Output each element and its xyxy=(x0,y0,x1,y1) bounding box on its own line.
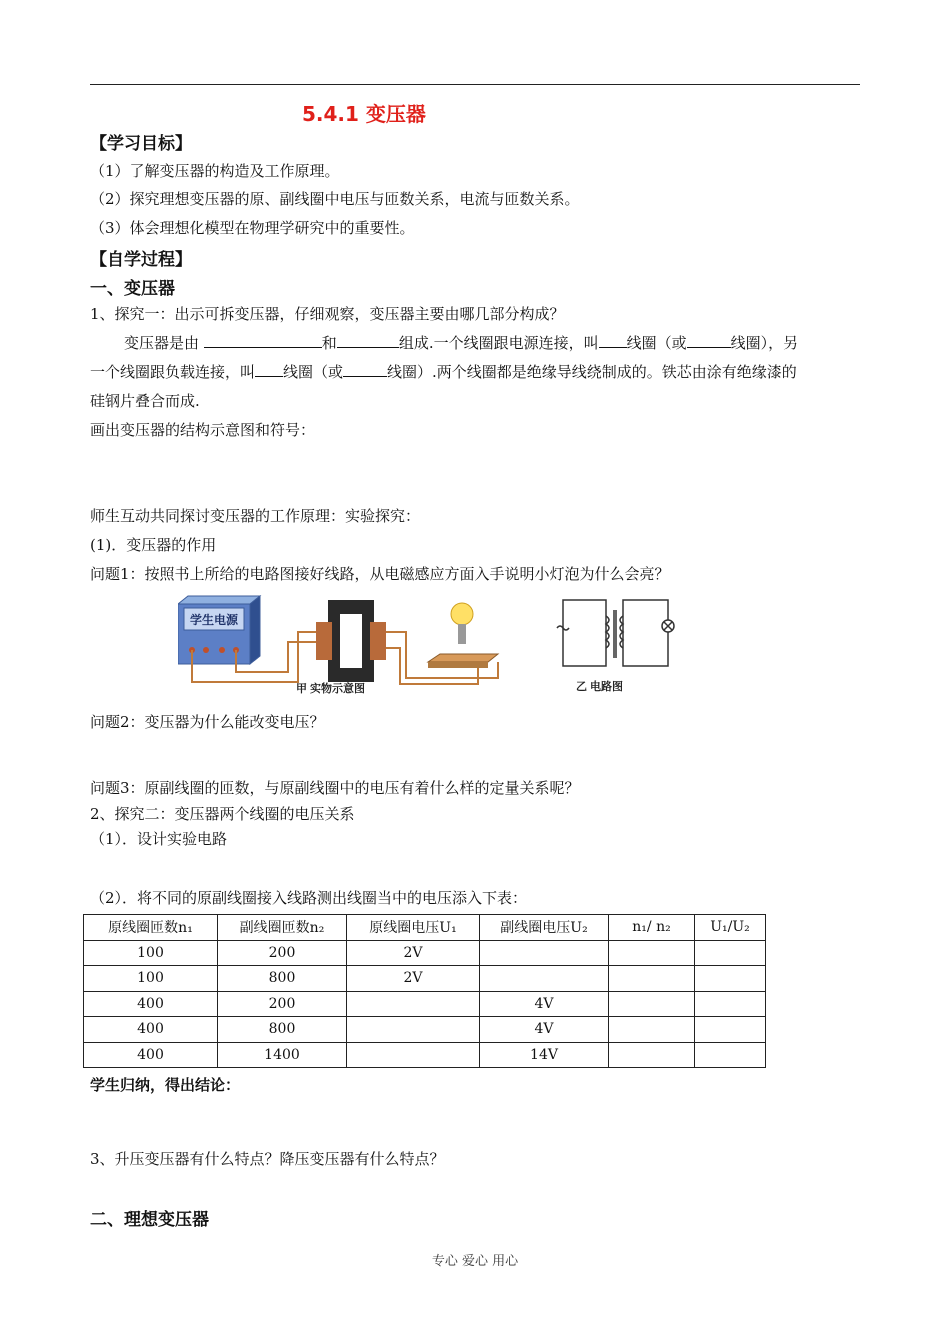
table-cell[interactable] xyxy=(695,1017,766,1043)
question-1: 问题1：按照书上所给的电路图接好线路，从电磁感应方面入手说明小灯泡为什么会亮？ xyxy=(90,565,670,583)
explore2-text: 2、探究二：变压器两个线圈的电压关系 xyxy=(90,805,355,823)
bulb-image xyxy=(428,603,498,668)
table-cell[interactable] xyxy=(347,1042,480,1068)
goal-item: （2）探究理想变压器的原、副线圈中电压与匝数关系，电流与匝数关系。 xyxy=(90,190,580,208)
transformer-figure xyxy=(178,592,708,702)
table-row xyxy=(84,991,766,1017)
explore1-text: 1、探究一：出示可拆变压器，仔细观察，变压器主要由哪几部分构成？ xyxy=(90,305,565,323)
table-header-row xyxy=(84,915,766,941)
header-rule xyxy=(90,84,860,85)
power-supply-image xyxy=(178,596,260,664)
explore3-text: 3、升压变压器有什么特点？降压变压器有什么特点？ xyxy=(90,1150,445,1168)
fill-line-3: 硅钢片叠合而成. xyxy=(90,392,200,410)
table-cell[interactable] xyxy=(695,940,766,966)
table-cell: 4V xyxy=(480,991,609,1017)
fill-text: 线圈）.两个线圈都是绝缘导线绕制成的。铁芯由涂有绝缘漆的 xyxy=(387,363,797,381)
section1-heading: 一、变压器 xyxy=(90,279,175,299)
table-cell[interactable] xyxy=(347,1017,480,1043)
table-cell: 400 xyxy=(84,1042,218,1068)
table-row xyxy=(84,1042,766,1068)
table-cell: 200 xyxy=(218,991,347,1017)
table-header-cell: 原线圈电压U₁ xyxy=(347,915,480,941)
question-2: 问题2：变压器为什么能改变电压？ xyxy=(90,713,325,731)
table-cell[interactable] xyxy=(480,940,609,966)
fill-text: 线圈（或 xyxy=(626,334,687,352)
table-cell: 1400 xyxy=(218,1042,347,1068)
fill-line-2 xyxy=(90,361,797,382)
table-row xyxy=(84,940,766,966)
draw-prompt: 画出变压器的结构示意图和符号： xyxy=(90,421,316,439)
table-cell: 400 xyxy=(84,1017,218,1043)
conclusion-label: 学生归纳，得出结论： xyxy=(90,1076,241,1094)
table-header-cell: U₁/U₂ xyxy=(695,915,766,941)
sub2-2-text: （2）．将不同的原副线圈接入线路测出线圈当中的电压添入下表： xyxy=(90,889,528,907)
table-cell: 100 xyxy=(84,966,218,992)
table-cell[interactable] xyxy=(609,991,695,1017)
table-cell[interactable] xyxy=(609,1017,695,1043)
fill-blank[interactable] xyxy=(599,333,627,348)
table-header-cell: n₁/ n₂ xyxy=(609,915,695,941)
table-header-cell: 副线圈电压U₂ xyxy=(480,915,609,941)
table-cell: 2V xyxy=(347,940,480,966)
figure-caption-left: 甲 实物示意图 xyxy=(296,683,366,695)
table-cell[interactable] xyxy=(609,1042,695,1068)
table-cell: 400 xyxy=(84,991,218,1017)
fill-text: 一个线圈跟负载连接，叫 xyxy=(90,363,256,381)
fill-text: 组成.一个线圈跟电源连接，叫 xyxy=(398,334,599,352)
table-cell[interactable] xyxy=(609,940,695,966)
table-cell: 14V xyxy=(480,1042,609,1068)
sub1-text: (1)．变压器的作用 xyxy=(90,536,217,554)
fill-blank[interactable] xyxy=(687,333,731,348)
page-footer: 专心 爱心 用心 xyxy=(431,1254,519,1269)
fill-text: 线圈（或 xyxy=(283,363,344,381)
goals-heading: 【学习目标】 xyxy=(90,134,192,154)
fill-blank[interactable] xyxy=(337,333,399,348)
section2-heading: 二、理想变压器 xyxy=(90,1210,209,1230)
circuit-diagram xyxy=(557,600,674,666)
table-cell[interactable] xyxy=(695,991,766,1017)
power-supply-label: 学生电源 xyxy=(189,613,239,627)
fill-blank[interactable] xyxy=(204,333,322,348)
table-cell[interactable] xyxy=(480,966,609,992)
table-cell: 4V xyxy=(480,1017,609,1043)
sub2-1-text: （1）．设计实验电路 xyxy=(90,830,228,848)
fill-text: 线圈），另 xyxy=(730,334,799,352)
table-cell: 2V xyxy=(347,966,480,992)
fill-line-1 xyxy=(124,332,798,353)
table-cell[interactable] xyxy=(695,966,766,992)
table-cell[interactable] xyxy=(695,1042,766,1068)
table-cell: 800 xyxy=(218,1017,347,1043)
table-cell[interactable] xyxy=(347,991,480,1017)
table-row xyxy=(84,1017,766,1043)
interaction-text: 师生互动共同探讨变压器的工作原理：实验探究： xyxy=(90,507,421,525)
fill-blank[interactable] xyxy=(255,362,283,377)
question-3: 问题3：原副线圈的匝数，与原副线圈中的电压有着什么样的定量关系呢？ xyxy=(90,779,580,797)
table-header-cell: 原线圈匝数n₁ xyxy=(84,915,218,941)
goal-item: （3）体会理想化模型在物理学研究中的重要性。 xyxy=(90,219,415,237)
goal-item: （1）了解变压器的构造及工作原理。 xyxy=(90,162,340,180)
voltage-turns-table xyxy=(83,914,766,1068)
table-row xyxy=(84,966,766,992)
page-title: 5.4.1 变压器 xyxy=(302,102,426,126)
table-cell: 800 xyxy=(218,966,347,992)
table-header-cell: 副线圈匝数n₂ xyxy=(218,915,347,941)
transformer-core-image xyxy=(316,600,386,682)
table-cell[interactable] xyxy=(609,966,695,992)
figure-caption-right: 乙 电路图 xyxy=(576,681,624,693)
fill-text: 变压器是由 xyxy=(124,334,200,352)
table-cell: 100 xyxy=(84,940,218,966)
fill-text: 和 xyxy=(321,334,337,352)
table-cell: 200 xyxy=(218,940,347,966)
fill-blank[interactable] xyxy=(343,362,387,377)
process-heading: 【自学过程】 xyxy=(90,250,192,270)
